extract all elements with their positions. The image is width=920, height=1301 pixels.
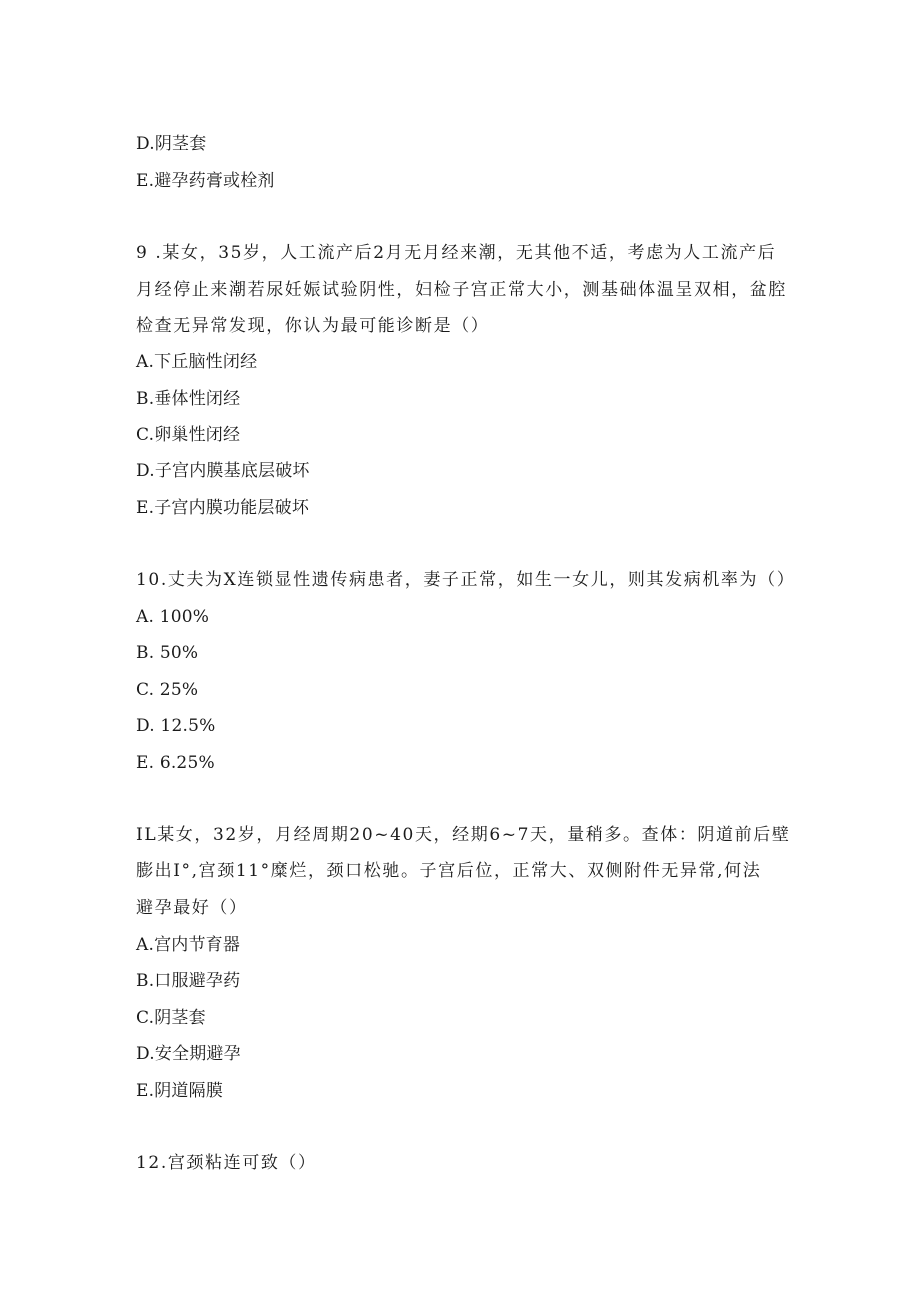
- question-11-stem-line-3: 避孕最好（）: [136, 898, 248, 918]
- question-12-stem: 12.宫颈粘连可致（）: [136, 1153, 317, 1173]
- question-11-option-a: A.宫内节育器: [136, 935, 241, 955]
- question-9-stem-line-1: 9 .某女，35岁，人工流产后2月无月经来潮，无其他不适，考虑为人工流产后: [136, 243, 777, 263]
- question-11-option-b: B.口服避孕药: [136, 971, 241, 991]
- question-11-stem-line-2: 膨出I°,宫颈11°糜烂，颈口松驰。子宫后位，正常大、双侧附件无异常,何法: [136, 861, 762, 881]
- question-9-option-d: D.子宫内膜基底层破坏: [136, 461, 310, 481]
- option-d: D.阴茎套: [136, 134, 207, 154]
- question-10-option-a: A. 100%: [136, 607, 210, 627]
- question-10-option-b: B. 50%: [136, 643, 199, 663]
- question-9-option-a: A.下丘脑性闭经: [136, 352, 258, 372]
- question-10-option-e: E. 6.25%: [136, 753, 215, 773]
- question-10-stem: 10.丈夫为X连锁显性遗传病患者，妻子正常，如生一女儿，则其发病机率为（）: [136, 570, 796, 590]
- question-9-option-e: E.子宫内膜功能层破坏: [136, 498, 310, 518]
- question-9-stem-line-2: 月经停止来潮若尿妊娠试验阴性，妇检子宫正常大小，测基础体温呈双相，盆腔: [136, 280, 787, 300]
- question-9-stem-line-3: 检查无异常发现，你认为最可能诊断是（）: [136, 316, 490, 336]
- option-e: E.避孕药膏或栓剂: [136, 171, 275, 191]
- question-11-stem-line-1: IL某女，32岁，月经周期20~40天，经期6~7天，量稍多。查体：阴道前后壁: [136, 825, 791, 845]
- question-9-option-b: B.垂体性闭经: [136, 389, 241, 409]
- question-10-option-d: D. 12.5%: [136, 716, 216, 736]
- question-11-option-d: D.安全期避孕: [136, 1044, 241, 1064]
- question-9-option-c: C.卵巢性闭经: [136, 425, 241, 445]
- question-11-option-c: C.阴茎套: [136, 1008, 206, 1028]
- question-11-option-e: E.阴道隔膜: [136, 1081, 224, 1101]
- question-10-option-c: C. 25%: [136, 680, 199, 700]
